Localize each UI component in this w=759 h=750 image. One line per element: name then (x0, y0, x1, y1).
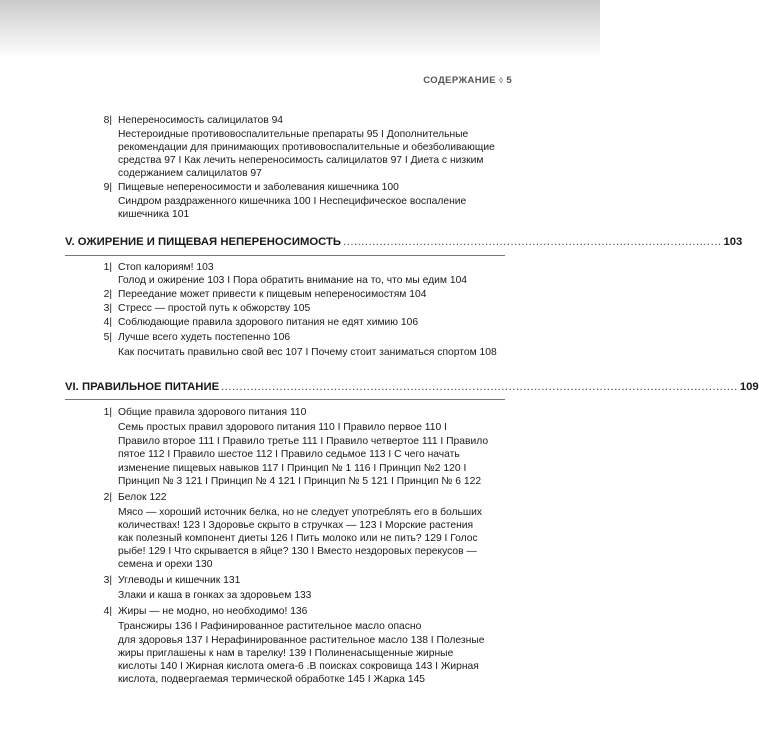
running-header (423, 75, 512, 86)
leader-dots: .............................................................................................................................................. (221, 381, 738, 393)
section-heading-v[interactable] (65, 236, 743, 248)
running-header-page: 5 (506, 75, 512, 86)
sub-line: кислота, подвергаемая термической обработке 145 I Жарка 145 (118, 674, 426, 685)
leader-dots: ........................................................................................................ (343, 236, 722, 248)
sub-line: Как посчитать правильно свой вес 107 I Почему стоит заниматься спортом 108 (118, 347, 497, 358)
entry-title: Непереносимость салицилатов 94 (118, 115, 284, 126)
entry-number: 1| (103, 407, 112, 418)
diamond-separator-icon: ◊ (498, 76, 504, 85)
sub-line: Принцип № 3 121 I Принцип № 4 121 I Принцип № 5 121 I Принцип № 6 122 (118, 476, 482, 487)
entry-title: Жиры — не модно, но необходимо! 136 (118, 606, 308, 617)
sub-line: средства 97 I Как лечить непереносимость салицилатов 97 I Диета с низким (118, 155, 484, 166)
sub-line: кислоты 140 I Жирная кислота омега-6 .В поисках сокровища 143 I Жирная (118, 661, 479, 672)
sub-line: количествах! 123 I Здоровье скрыто в стручках — 123 I Морские растения (118, 520, 474, 531)
sub-line: Мясо — хороший источник белка, но не следует употреблять его в больших (118, 507, 483, 518)
section-title: V. ОЖИРЕНИЕ И ПИЩЕВАЯ НЕПЕРЕНОСИМОСТЬ (65, 236, 342, 248)
sub-line: семена и орехи 130 (118, 559, 213, 570)
entry-number: 3| (103, 575, 112, 586)
entry-title: Общие правила здорового питания 110 (118, 407, 307, 418)
page-top-shadow (0, 0, 600, 58)
sub-line: Синдром раздраженного кишечника 100 I Неспецифическое воспаление (118, 196, 467, 207)
entry-number: 2| (103, 492, 112, 503)
entry-title: Стресс — простой путь к обжорству 105 (118, 303, 311, 314)
entry-number: 9| (103, 182, 112, 193)
section-page: 103 (723, 236, 743, 248)
sub-line: изменение пищевых навыков 117 I Принцип № 1 116 I Принцип №2 120 I (118, 463, 467, 474)
sub-line: рекомендации для принимающих противовоспалительные и обезболивающие (118, 142, 495, 153)
entry-number: 3| (103, 303, 112, 314)
entry-number: 4| (103, 606, 112, 617)
entry-title: Переедание может привести к пищевым непереносимостям 104 (118, 289, 427, 300)
section-title: VI. ПРАВИЛЬНОЕ ПИТАНИЕ (65, 381, 220, 393)
entry-title: Лучше всего худеть постепенно 106 (118, 332, 291, 343)
sub-line: содержанием салицилатов 97 (118, 168, 262, 179)
sub-line: Семь простых правил здорового питания 110 I Правило первое 110 I (118, 422, 447, 433)
sub-line: как полезный компонент диеты 126 I Пить молоко или не пить? 129 I Голос (118, 533, 478, 544)
entry-title: Белок 122 (118, 492, 167, 503)
entry-title: Углеводы и кишечник 131 (118, 575, 241, 586)
sub-line: для здоровья 137 I Нерафинированное растительное масло 138 I Полезные (118, 635, 485, 646)
entry-number: 1| (103, 262, 112, 273)
section-heading-vi[interactable] (65, 381, 759, 393)
section-page: 109 (739, 381, 759, 393)
entry-number: 8| (103, 115, 112, 126)
entry-number: 5| (103, 332, 112, 343)
section-rule (65, 255, 505, 256)
sub-line: Нестероидные противовоспалительные препараты 95 I Дополнительные (118, 129, 469, 140)
entry-title: Стоп калориям! 103 (118, 262, 214, 273)
sub-line: Злаки и каша в гонках за здоровьем 133 (118, 590, 312, 601)
sub-line: Трансжиры 136 I Рафинированное растительное масло опасно (118, 621, 422, 632)
sub-line: кишечника 101 (118, 209, 190, 220)
sub-line: жиры приглашены к нам в тарелку! 139 I Полиненасыщенные жирные (118, 648, 454, 659)
section-rule (65, 399, 505, 400)
sub-line: Правило второе 111 I Правило третье 111 I Правило четвертое 111 I Правило (118, 436, 489, 447)
entry-number: 4| (103, 317, 112, 328)
sub-line: пятое 112 I Правило шестое 112 I Правило седьмое 113 I С чего начать (118, 449, 460, 460)
running-header-title: СОДЕРЖАНИЕ (423, 75, 496, 86)
entry-title: Соблюдающие правила здорового питания не едят химию 106 (118, 317, 419, 328)
sub-line: Голод и ожирение 103 I Пора обратить внимание на то, что мы едим 104 (118, 275, 468, 286)
sub-line: рыбе! 129 I Что скрывается в яйце? 130 I Вместо нездоровых перекусов — (118, 546, 477, 557)
entry-title: Пищевые непереносимости и заболевания кишечника 100 (118, 182, 399, 193)
entry-number: 2| (103, 289, 112, 300)
